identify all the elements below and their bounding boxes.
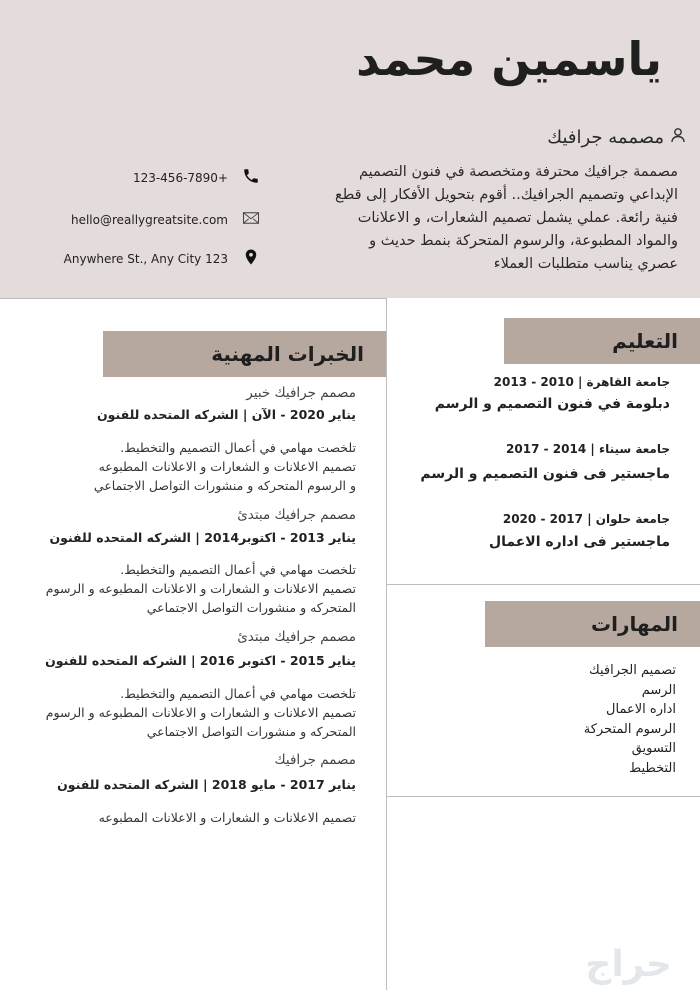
experience-description	[46, 560, 356, 617]
experience-job-title: مصمم جرافيك مبتدئ	[237, 629, 356, 645]
contact-address	[60, 248, 260, 269]
experience-title: الخبرات المهنية	[103, 331, 386, 377]
experience-description	[46, 684, 356, 741]
skill-item: اداره الاعمال	[606, 702, 676, 717]
experience-job-title: مصمم جرافيك مبتدئ	[237, 507, 356, 523]
experience-job-title: مصمم جرافيك خبير	[246, 385, 356, 401]
experience-desc-line: تصميم الاعلانات و الشعارات و الاعلانات المطبوعه	[98, 810, 356, 825]
contact-phone	[60, 167, 260, 188]
skill-item: التخطيط	[629, 760, 676, 776]
person-icon	[670, 127, 686, 148]
person-name: ياسمين محمد	[356, 32, 662, 86]
address-text: Anywhere St., Any City 123	[63, 251, 228, 266]
contact-email	[60, 209, 260, 230]
header	[0, 0, 700, 298]
education-degree: ماجستير فى فنون التصميم و الرسم	[420, 466, 670, 482]
about-line: مصممة جرافيك محترفة ومتخصصة في فنون التصميم	[359, 164, 678, 180]
skill-item: تصميم الجرافيك	[589, 663, 676, 678]
about-line: عصري يناسب متطلبات العملاء	[493, 256, 678, 272]
experience-desc-line: و الرسوم المتحركه و منشورات التواصل الاجتماعي	[93, 478, 356, 493]
education-title: التعليم	[504, 318, 700, 364]
watermark-logo: حراج	[585, 944, 672, 985]
experience-date: يناير 2015 - اكتوبر 2016 | الشركه المتحده للفنون	[45, 653, 356, 668]
experience-desc-line: تصميم الاعلانات و الشعارات و الاعلانات المطبوعه	[98, 459, 356, 474]
email-icon	[242, 209, 260, 230]
skills-list	[584, 661, 676, 778]
education-degree: ماجستير فى اداره الاعمال	[488, 534, 670, 550]
skill-item: التسويق	[631, 741, 676, 756]
email-address: hello@reallygreatsite.com	[70, 212, 228, 227]
job-title-text: مصممه جرافيك	[547, 127, 664, 148]
experience-desc-line: تلخصت مهامي في أعمال التصميم والتخطيط.	[120, 440, 356, 455]
education-school: جامعة القاهرة | 2010 - 2013	[493, 375, 670, 389]
experience-desc-line: تصميم الاعلانات و الشعارات و الاعلانات المطبوعه و الرسوم	[45, 705, 356, 720]
experience-description	[94, 438, 356, 495]
location-pin-icon	[242, 248, 260, 269]
experience-date: يناير 2020 - الآن | الشركه المتحده للفنون	[96, 407, 356, 422]
experience-desc-line: تلخصت مهامي في أعمال التصميم والتخطيط.	[120, 686, 356, 701]
skill-item: الرسم	[641, 682, 676, 698]
experience-desc-line: تصميم الاعلانات و الشعارات و الاعلانات المطبوعه و الرسوم	[45, 581, 356, 596]
column-divider	[386, 298, 387, 990]
about-line: فنية رائعة. عملي يشمل تصميم الشعارات، و الاعلانات	[357, 210, 678, 226]
experience-desc-line: تلخصت مهامي في أعمال التصميم والتخطيط.	[120, 562, 356, 577]
experience-desc-line: المتحركه و منشورات التواصل الاجتماعي	[146, 724, 356, 739]
phone-number: 123-456-7890+	[132, 170, 228, 185]
experience-desc-line: المتحركه و منشورات التواصل الاجتماعي	[146, 600, 356, 615]
skills-divider	[387, 796, 700, 797]
education-divider	[387, 584, 700, 585]
experience-job-title: مصمم جرافيك	[274, 752, 356, 768]
experience-date: يناير 2017 - مايو 2018 | الشركه المتحده للفنون	[57, 777, 356, 792]
about-text	[288, 161, 678, 276]
experience-description	[99, 808, 356, 827]
education-school: جامعة سيناء | 2014 - 2017	[506, 442, 670, 456]
job-title	[547, 127, 686, 148]
phone-icon	[242, 167, 260, 188]
about-line: والمواد المطبوعة، والرسوم المتحركة بنمط حديث و	[369, 233, 678, 249]
about-line: الإبداعي وتصميم الجرافيك.. أقوم بتحويل الأفكار إلى قطع	[334, 187, 678, 203]
experience-date: يناير 2013 - اكتوبر2014 | الشركه المتحده للفنون	[49, 530, 356, 545]
header-divider-left	[0, 298, 386, 299]
education-school: جامعة حلوان | 2017 - 2020	[502, 512, 670, 526]
education-degree: دبلومة في فنون التصميم و الرسم	[434, 396, 670, 412]
skill-item: الرسوم المتحركة	[583, 721, 676, 737]
skills-title: المهارات	[485, 601, 700, 647]
